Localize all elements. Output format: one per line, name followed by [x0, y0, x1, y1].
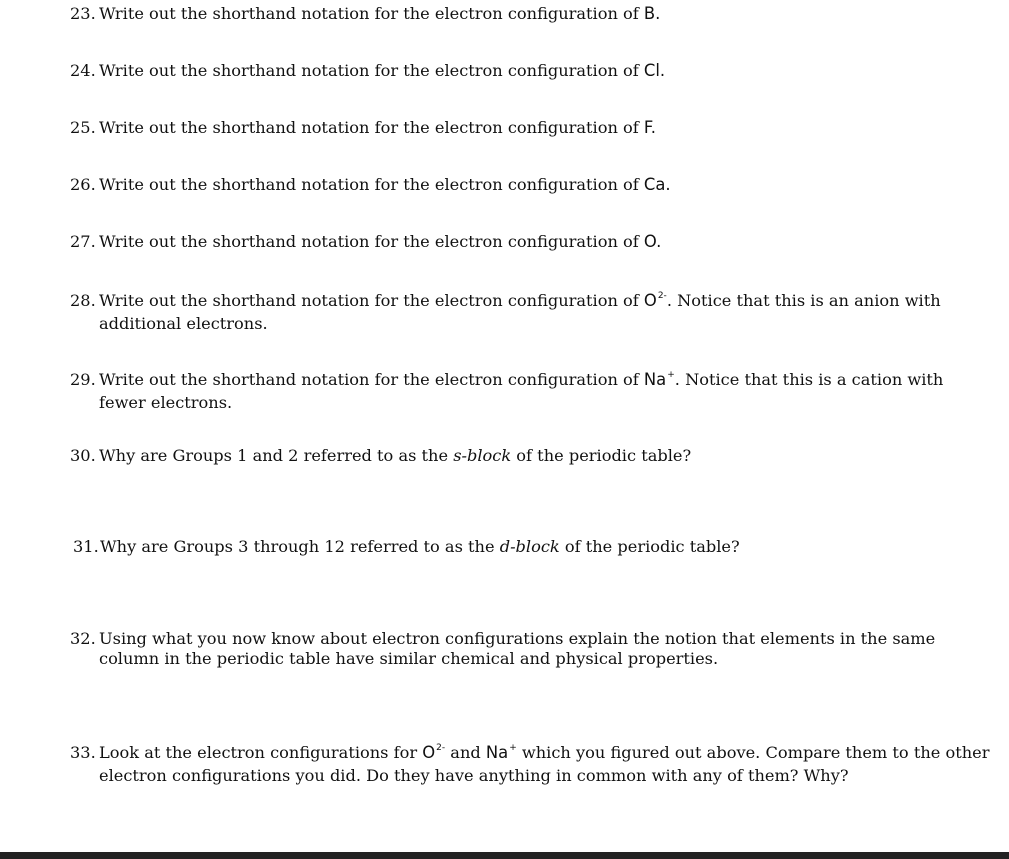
question-continuation: fewer electrons.: [99, 393, 233, 412]
question-23: 23. Write out the shorthand notation for the electron configuration of B.: [70, 4, 661, 23]
question-29: [70, 370, 970, 413]
element-symbol: Ca: [643, 175, 666, 194]
question-33: 33. Look at the electron configurations for $O^{2-}$ and Na+ which you figured out above. Compare them to the other electron configurations you did. Do they have anything in common with any of them? Why?: [70, 743, 990, 785]
question-26: 26. Write out the shorthand notation for the electron configuration of Ca.: [70, 175, 671, 194]
element-symbol: Cl: [643, 61, 660, 80]
question-number: 30.: [70, 446, 96, 465]
question-text-continued: . Notice that this is a cation with: [674, 370, 944, 389]
question-number: 32.: [70, 629, 96, 648]
ion-charge: 2-: [657, 291, 667, 301]
question-number: 29.: [70, 370, 96, 389]
ion-charge: 2-: [436, 743, 446, 753]
question-text: Write out the shorthand notation for the electron configuration of: [99, 232, 644, 251]
question-30: 30. Why are Groups 1 and 2 referred to as the s-block of the periodic table?: [70, 446, 692, 465]
italic-term: s-block: [453, 446, 512, 465]
question-text-continued: which you figured out above. Compare them to the other: [516, 743, 990, 762]
element-symbol: F: [643, 118, 651, 137]
question-text: Look at the electron configurations for: [99, 743, 423, 762]
element-symbol: Na: [643, 370, 667, 389]
question-text: Write out the shorthand notation for the electron configuration of: [99, 4, 644, 23]
question-number: 33.: [70, 743, 96, 762]
question-number: 25.: [70, 118, 96, 137]
element-symbol: O: [643, 291, 657, 310]
question-number: 31.: [73, 537, 99, 556]
question-number: 27.: [70, 232, 96, 251]
question-number: 28.: [70, 291, 96, 310]
question-32: [70, 629, 970, 669]
question-text-continued: . Notice that this is an anion with: [666, 291, 941, 310]
question-number: 24.: [70, 61, 96, 80]
element-symbol: Na: [485, 743, 509, 762]
question-text: Write out the shorthand notation for the electron configuration of: [99, 291, 644, 310]
question-text: Write out the shorthand notation for the electron configuration of: [99, 118, 644, 137]
ion-charge: +: [667, 370, 675, 380]
element-symbol: B: [643, 4, 656, 23]
question-25: 25. Write out the shorthand notation for the electron configuration of F.: [70, 118, 656, 137]
italic-term: d-block: [499, 537, 560, 556]
element-symbol: O: [422, 743, 436, 762]
question-text: Using what you now know about electron configurations explain the notion that elements in the same: [99, 629, 936, 648]
question-continuation: additional electrons.: [99, 314, 268, 333]
ion-charge: +: [509, 743, 517, 753]
question-text: Write out the shorthand notation for the electron configuration of: [99, 175, 644, 194]
question-continuation: column in the periodic table have similar chemical and physical properties.: [99, 649, 719, 668]
question-continuation: electron configurations you did. Do they have anything in common with any of them? Why?: [99, 766, 849, 785]
question-28: [70, 291, 970, 334]
question-number: 26.: [70, 175, 96, 194]
question-text: Write out the shorthand notation for the electron configuration of: [99, 370, 644, 389]
element-symbol: O: [643, 232, 657, 251]
question-number: 23.: [70, 4, 96, 23]
question-text: Why are Groups 1 and 2 referred to as the: [99, 446, 454, 465]
question-31: 31.Why are Groups 3 through 12 referred to as the d-block of the periodic table?: [73, 537, 740, 556]
question-text: Write out the shorthand notation for the electron configuration of: [99, 61, 644, 80]
question-24: 24. Write out the shorthand notation for the electron configuration of Cl.: [70, 61, 666, 80]
question-27: 27. Write out the shorthand notation for the electron configuration of O.: [70, 232, 662, 251]
question-text: Why are Groups 3 through 12 referred to as the: [100, 537, 500, 556]
bottom-page-edge: [0, 852, 1009, 859]
